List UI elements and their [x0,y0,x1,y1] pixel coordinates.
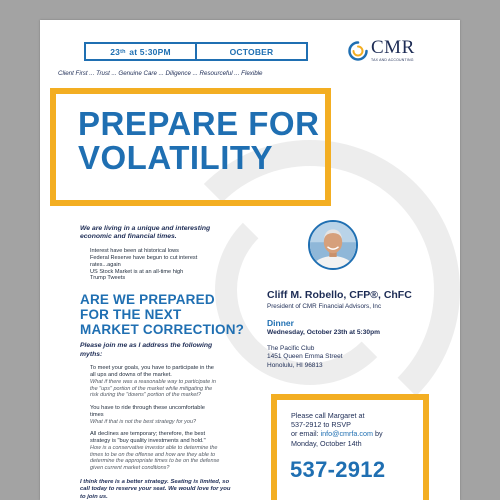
myth-heading: strategy is "buy quality investments and hold." [90,438,206,445]
event-month: OCTOBER [195,44,306,59]
event-day: 23 [110,46,121,57]
list-item: Interest have been at historical lows [90,247,179,254]
event-time [86,44,195,59]
closing-line-2: call today to reserve your seat. We would love for you [80,486,231,493]
myth-heading: all ups and downs of the market. [90,372,172,379]
rsvp-email-link[interactable]: info@cmrfa.com [320,429,373,439]
myth-heading: All declines are temporary; therefore, the best [90,431,206,438]
flyer-page [40,20,460,500]
event-time-text: at 5:30PM [129,46,171,57]
myth-body: given current market conditions? [90,464,170,471]
myth-heading: times [90,411,104,418]
values-tagline: Client First ... Trust ... Genuine Care ... Diligence ... Resourceful ... Flexible [58,70,263,77]
myth-body: times to be on the offense and how are they able to [90,451,216,458]
cmr-logo [348,39,415,62]
venue-name: The Pacific Club [267,345,315,352]
presenter-portrait-icon [310,222,356,268]
closing-line-1: I think there is a better strategy. Seating is limited, so [80,479,230,486]
section-title-line-2: FOR THE NEXT [80,307,182,323]
venue-address-line-2: Honolulu, HI 96813 [267,361,323,369]
closing-line-3: to join us. [80,493,108,500]
presenter-info [267,289,412,370]
myth-item [90,405,260,426]
headline-line-2: VOLATILITY [78,139,274,176]
event-venue [267,345,412,370]
list-item: US Stock Market is at an all-time high [90,268,184,275]
rsvp-phone-number: 537-2912 [290,457,386,482]
myth-body: How is a conservative investor able to determine the [90,445,218,452]
market-points-list [90,248,290,283]
presenter-name: Cliff M. Robello, CFP®, ChFC [267,289,412,301]
event-date-bar [84,42,308,61]
intro-line-1: We are living in a unique and interesting [80,225,211,232]
myth-heading: You have to ride through these uncomfortable [90,404,205,411]
myth-body: What if there was a reasonable way to participate in [90,379,216,386]
section-title [80,292,290,337]
rsvp-email-prefix: or email: [291,429,321,439]
event-heading: Dinner [267,318,294,328]
rsvp-line-3 [291,429,383,438]
venue-address-line-1: 1451 Queen Emma Street [267,353,343,361]
headline [78,107,319,175]
myth-body: determine the appropriate times to be on the defense [90,458,220,465]
myth-item [90,365,260,399]
join-text [80,342,290,359]
cmr-swirl-logo-icon [348,41,368,61]
event-datetime: Wednesday, October 23th at 5:30pm [267,329,380,336]
rsvp-email-suffix: by [373,429,383,439]
logo-tagline: TAX AND ACCOUNTING [371,58,414,62]
myth-item [90,431,260,471]
event-day-suffix: th [120,48,126,55]
intro-text [80,225,290,242]
myth-body: the "ups" portion of the market while mitigating the [90,385,213,392]
section-title-line-3: MARKET CORRECTION? [80,322,245,338]
myth-body: What if that is not the best strategy for you? [90,418,197,425]
logo-name: CMR [371,37,415,58]
join-line-2: myths: [80,350,103,358]
join-line-1: Please join me as I address the following [80,342,213,350]
left-column [80,225,290,500]
intro-line-2: economic and financial times. [80,233,177,241]
rsvp-text [291,411,383,448]
rsvp-line-1: Please call Margaret at [291,411,365,420]
myth-heading: To meet your goals, you have to participate in the [90,365,214,372]
headline-line-1: PREPARE FOR [78,105,320,142]
list-item: rates...again [90,261,121,268]
section-title-line-1: ARE WE PREPARED [80,292,215,308]
list-item: Trump Tweets [90,275,126,282]
presenter-title: President of CMR Financial Advisors, Inc [267,303,382,310]
presenter-photo [308,220,358,270]
myth-body: risk during the "downs" portion of the market? [90,392,201,399]
rsvp-line-4: Monday, October 14th [291,438,362,448]
closing-text [80,479,285,500]
rsvp-line-2: 537-2912 to RSVP [291,420,351,430]
list-item: Federal Reserve have begun to cut interest [90,254,198,261]
